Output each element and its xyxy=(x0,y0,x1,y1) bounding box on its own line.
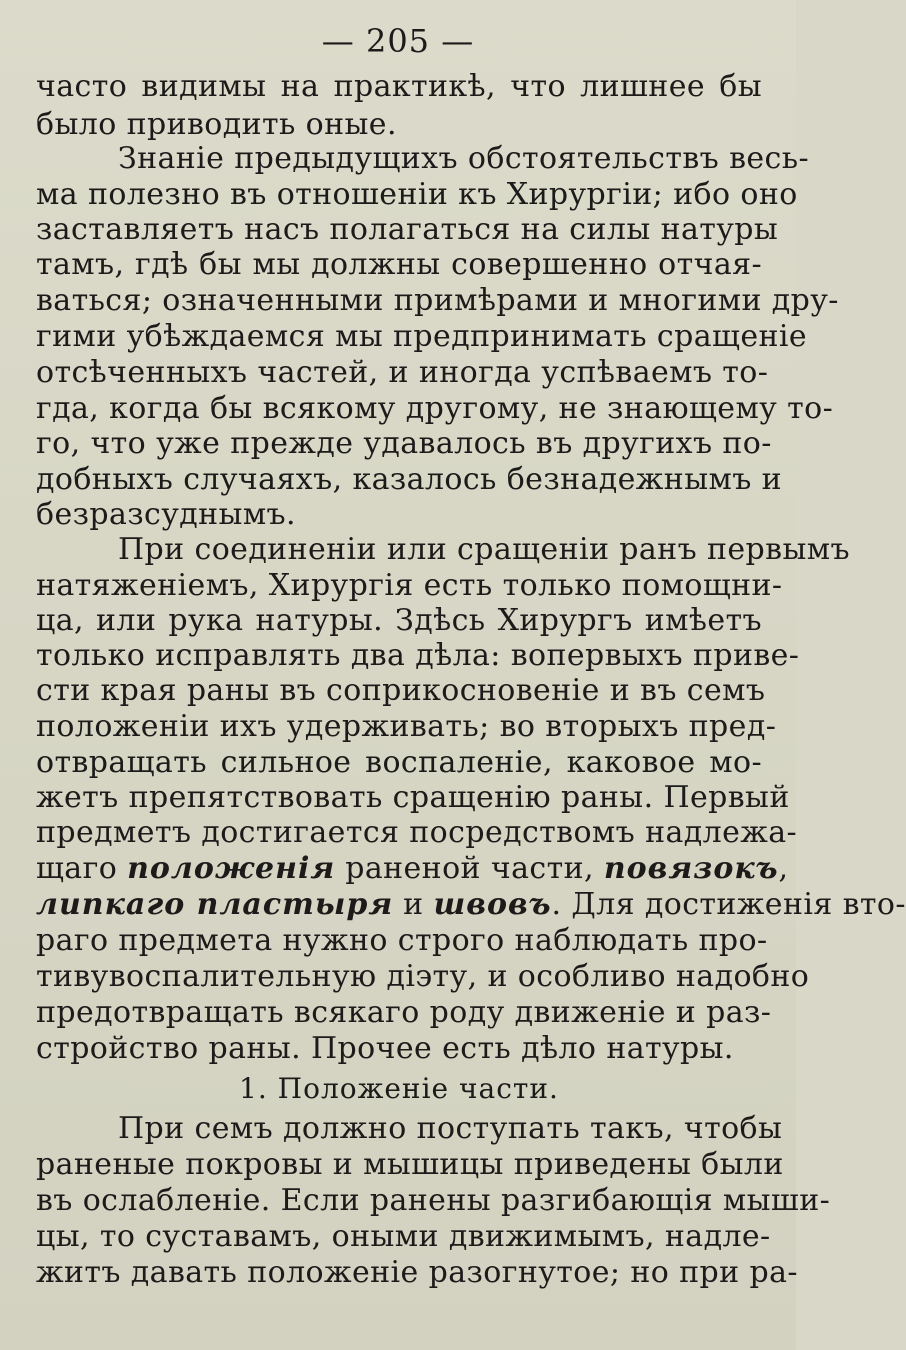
text-line: житъ давать положеніе разогнутое; но при ра- xyxy=(36,1255,798,1290)
text-run: и xyxy=(393,887,434,922)
text-line: гда, когда бы всякому другому, не знающему то- xyxy=(36,391,834,426)
text-line: въ ослабленіе. Если ранены разгибающія мыши- xyxy=(36,1183,831,1218)
text-line: было приводить оные. xyxy=(36,107,397,142)
text-line: добныхъ случаяхъ, казалось безнадежнымъ и xyxy=(36,462,783,497)
italic-term: положенія xyxy=(127,851,336,886)
text-line: Знаніе предыдущихъ обстоятельствъ весь- xyxy=(118,141,809,176)
italic-term: липкаго пластыря xyxy=(36,887,394,922)
text-line: ваться; означенными примѣрами и многими дру- xyxy=(36,283,839,318)
text-line: ца, или рука натуры. Здѣсь Хирургъ имѣетъ xyxy=(36,603,762,638)
text-line: часто видимы на практикѣ, что лишнее бы xyxy=(36,69,762,104)
page-number: — 205 — xyxy=(321,22,475,60)
text-line: предотвращать всякаго роду движеніе и раз- xyxy=(36,995,772,1030)
text-run: щаго xyxy=(36,851,128,886)
italic-term: повязокъ xyxy=(603,851,779,886)
text-line: При соединеніи или сращеніи ранъ первымъ xyxy=(118,532,850,567)
text-line: го, что уже прежде удавалось въ другихъ по- xyxy=(36,426,772,461)
italic-term: швовъ xyxy=(433,887,552,922)
text-line: предметъ достигается посредствомъ надлежа- xyxy=(36,815,798,850)
text-line: стройство раны. Прочее есть дѣло натуры. xyxy=(36,1031,734,1066)
text-line: При семъ должно поступать такъ, чтобы xyxy=(118,1111,783,1146)
text-line-mixed xyxy=(36,886,906,924)
text-line: только исправлять два дѣла: вопервыхъ приве- xyxy=(36,638,800,673)
text-line: отвращать сильное воспаленіе, каковое мо- xyxy=(36,745,762,780)
text-line: жетъ препятствовать сращенію раны. Первый xyxy=(36,780,790,815)
text-line: тивувоспалительную діэту, и особливо надобно xyxy=(36,959,810,994)
text-run: , xyxy=(778,851,789,886)
text-line: отсѣченныхъ частей, и иногда успѣваемъ то- xyxy=(36,355,769,390)
text-line: натяженіемъ, Хирургія есть только помощни- xyxy=(36,568,783,603)
text-line: положеніи ихъ удерживать; во вторыхъ пред- xyxy=(36,709,777,744)
text-line: раго предмета нужно строго наблюдать про- xyxy=(36,923,768,958)
section-heading: 1. Положеніе части. xyxy=(239,1072,559,1105)
text-line: ма полезно въ отношеніи къ Хирургіи; ибо оно xyxy=(36,177,798,212)
text-line: сти края раны въ соприкосновеніе и въ семъ xyxy=(36,673,766,708)
text-line: заставляетъ насъ полагаться на силы натуры xyxy=(36,212,779,247)
text-line: безразсуднымъ. xyxy=(36,497,296,532)
text-line: раненые покровы и мышицы приведены были xyxy=(36,1147,784,1182)
text-run: . Для достиженія вто- xyxy=(551,887,906,922)
text-line: цы, то суставамъ, оными движимымъ, надле- xyxy=(36,1219,771,1254)
text-line: гими убѣждаемся мы предпринимать сращеніе xyxy=(36,319,808,354)
text-run: раненой части, xyxy=(335,851,604,886)
text-line: тамъ, гдѣ бы мы должны совершенно отчая- xyxy=(36,247,762,282)
text-line-mixed xyxy=(36,850,789,888)
